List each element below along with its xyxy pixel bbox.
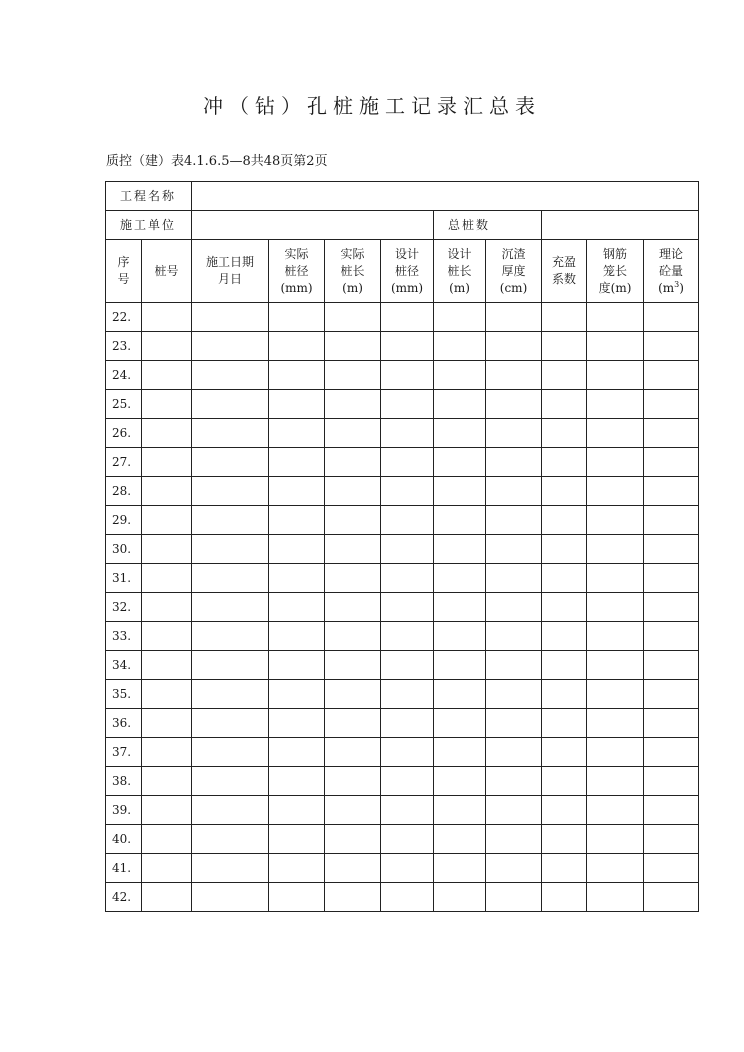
table-cell[interactable] (434, 448, 486, 477)
row-seq-number: 26. (106, 419, 142, 448)
col-header-sediment-thickness: 沉渣 厚度 (cm) (486, 240, 542, 303)
table-cell[interactable] (325, 767, 381, 796)
table-cell[interactable] (542, 448, 587, 477)
row-seq-number: 33. (106, 622, 142, 651)
table-cell[interactable] (587, 709, 644, 738)
table-cell[interactable] (325, 506, 381, 535)
table-cell[interactable] (542, 767, 587, 796)
row-seq-number: 24. (106, 361, 142, 390)
table-cell[interactable] (486, 738, 542, 767)
table-cell[interactable] (269, 564, 325, 593)
table-cell[interactable] (269, 883, 325, 912)
table-cell[interactable] (325, 593, 381, 622)
form-code: 质控（建）表4.1.6.5—8共48页第2页 (106, 154, 328, 169)
table-cell[interactable] (142, 390, 192, 419)
table-cell[interactable] (587, 448, 644, 477)
row-seq-number: 29. (106, 506, 142, 535)
table-cell[interactable] (381, 419, 434, 448)
col-header-actual-diameter: 实际 桩径 (mm) (269, 240, 325, 303)
row-seq-number: 22. (106, 303, 142, 332)
table-cell[interactable] (142, 477, 192, 506)
col-header-date: 施工日期 月日 (192, 240, 269, 303)
table-cell[interactable] (381, 854, 434, 883)
table-cell[interactable] (192, 390, 269, 419)
table-cell[interactable] (434, 680, 486, 709)
table-cell[interactable] (325, 419, 381, 448)
table-row (106, 506, 699, 535)
table-cell[interactable] (587, 361, 644, 390)
table-cell[interactable] (542, 622, 587, 651)
table-row (106, 419, 699, 448)
table-cell[interactable] (542, 738, 587, 767)
table-cell[interactable] (142, 361, 192, 390)
column-header-row (106, 240, 699, 303)
table-cell[interactable] (192, 825, 269, 854)
table-cell[interactable] (486, 651, 542, 680)
table-cell[interactable] (192, 883, 269, 912)
total-piles-label: 总桩数 (434, 211, 542, 240)
table-row (106, 883, 699, 912)
table-cell[interactable] (644, 361, 699, 390)
table-cell[interactable] (644, 622, 699, 651)
table-cell[interactable] (325, 332, 381, 361)
table-cell[interactable] (381, 651, 434, 680)
table-cell[interactable] (325, 883, 381, 912)
table-row (106, 651, 699, 680)
table-cell[interactable] (644, 332, 699, 361)
table-cell[interactable] (269, 709, 325, 738)
table-cell[interactable] (381, 825, 434, 854)
table-cell[interactable] (542, 564, 587, 593)
table-cell[interactable] (434, 564, 486, 593)
table-cell[interactable] (644, 448, 699, 477)
table-cell[interactable] (192, 361, 269, 390)
table-cell[interactable] (542, 651, 587, 680)
table-cell[interactable] (192, 854, 269, 883)
table-cell[interactable] (192, 651, 269, 680)
table-cell[interactable] (142, 419, 192, 448)
table-cell[interactable] (381, 709, 434, 738)
table-cell[interactable] (381, 535, 434, 564)
table-cell[interactable] (486, 506, 542, 535)
table-cell[interactable] (192, 535, 269, 564)
table-cell[interactable] (542, 535, 587, 564)
table-cell[interactable] (325, 303, 381, 332)
col-header-concrete-volume: 理论 砼量 $(m^3)$ (644, 240, 699, 303)
table-row (106, 622, 699, 651)
table-cell[interactable] (325, 796, 381, 825)
table-cell[interactable] (486, 390, 542, 419)
row-seq-number: 42. (106, 883, 142, 912)
table-cell[interactable] (269, 419, 325, 448)
table-cell[interactable] (542, 506, 587, 535)
table-cell[interactable] (269, 680, 325, 709)
table-cell[interactable] (434, 738, 486, 767)
table-cell[interactable] (644, 593, 699, 622)
table-cell[interactable] (192, 506, 269, 535)
table-cell[interactable] (644, 709, 699, 738)
table-cell[interactable] (542, 593, 587, 622)
table-cell[interactable] (142, 564, 192, 593)
table-cell[interactable] (486, 825, 542, 854)
table-cell[interactable] (434, 303, 486, 332)
table-cell[interactable] (269, 535, 325, 564)
table-cell[interactable] (381, 622, 434, 651)
table-cell[interactable] (644, 651, 699, 680)
row-seq-number: 41. (106, 854, 142, 883)
table-cell[interactable] (269, 390, 325, 419)
table-row (106, 535, 699, 564)
table-cell[interactable] (434, 390, 486, 419)
row-seq-number: 35. (106, 680, 142, 709)
table-cell[interactable] (542, 854, 587, 883)
table-row (106, 709, 699, 738)
table-cell[interactable] (381, 738, 434, 767)
row-seq-number: 39. (106, 796, 142, 825)
table-cell[interactable] (434, 361, 486, 390)
table-cell[interactable] (587, 506, 644, 535)
table-cell[interactable] (325, 651, 381, 680)
table-cell[interactable] (192, 593, 269, 622)
project-name-field[interactable] (192, 182, 699, 211)
table-cell[interactable] (486, 477, 542, 506)
table-cell[interactable] (587, 854, 644, 883)
page-title: 冲（钻）孔桩施工记录汇总表 (203, 94, 541, 118)
construction-unit-row (106, 211, 699, 240)
table-row (106, 332, 699, 361)
table-cell[interactable] (486, 883, 542, 912)
table-cell[interactable] (142, 883, 192, 912)
table-cell[interactable] (434, 332, 486, 361)
table-cell[interactable] (325, 854, 381, 883)
table-cell[interactable] (587, 477, 644, 506)
table-cell[interactable] (542, 883, 587, 912)
row-seq-number: 31. (106, 564, 142, 593)
table-row (106, 796, 699, 825)
table-cell[interactable] (434, 506, 486, 535)
table-cell[interactable] (486, 564, 542, 593)
table-cell[interactable] (542, 709, 587, 738)
table-cell[interactable] (434, 767, 486, 796)
table-cell[interactable] (587, 651, 644, 680)
table-cell[interactable] (434, 854, 486, 883)
table-cell[interactable] (381, 593, 434, 622)
table-cell[interactable] (434, 622, 486, 651)
table-cell[interactable] (587, 767, 644, 796)
table-cell[interactable] (644, 506, 699, 535)
row-seq-number: 25. (106, 390, 142, 419)
table-cell[interactable] (486, 332, 542, 361)
table-cell[interactable] (325, 709, 381, 738)
table-cell[interactable] (587, 564, 644, 593)
table-cell[interactable] (269, 361, 325, 390)
table-cell[interactable] (486, 535, 542, 564)
table-cell[interactable] (587, 390, 644, 419)
table-cell[interactable] (644, 767, 699, 796)
row-seq-number: 23. (106, 332, 142, 361)
row-seq-number: 30. (106, 535, 142, 564)
table-cell[interactable] (434, 535, 486, 564)
table-cell[interactable] (587, 680, 644, 709)
table-cell[interactable] (192, 622, 269, 651)
table-cell[interactable] (644, 390, 699, 419)
row-seq-number: 40. (106, 825, 142, 854)
table-cell[interactable] (542, 796, 587, 825)
table-row (106, 767, 699, 796)
table-row (106, 854, 699, 883)
table-cell[interactable] (542, 361, 587, 390)
table-cell[interactable] (381, 767, 434, 796)
pile-record-table (105, 181, 699, 912)
table-cell[interactable] (434, 796, 486, 825)
table-cell[interactable] (142, 767, 192, 796)
table-cell[interactable] (192, 564, 269, 593)
col-header-design-diameter: 设计 桩径 (mm) (381, 240, 434, 303)
table-row (106, 680, 699, 709)
table-cell[interactable] (192, 796, 269, 825)
table-cell[interactable] (587, 796, 644, 825)
table-cell[interactable] (269, 622, 325, 651)
table-cell[interactable] (142, 303, 192, 332)
table-cell[interactable] (325, 535, 381, 564)
row-seq-number: 36. (106, 709, 142, 738)
table-row (106, 448, 699, 477)
row-seq-number: 38. (106, 767, 142, 796)
table-cell[interactable] (381, 303, 434, 332)
table-cell[interactable] (542, 680, 587, 709)
project-name-label: 工程名称 (106, 182, 192, 211)
table-cell[interactable] (644, 564, 699, 593)
table-cell[interactable] (486, 622, 542, 651)
table-cell[interactable] (142, 651, 192, 680)
table-cell[interactable] (381, 390, 434, 419)
table-cell[interactable] (587, 825, 644, 854)
table-cell[interactable] (142, 448, 192, 477)
table-cell[interactable] (325, 448, 381, 477)
table-cell[interactable] (381, 332, 434, 361)
table-cell[interactable] (142, 680, 192, 709)
row-seq-number: 34. (106, 651, 142, 680)
table-cell[interactable] (434, 477, 486, 506)
table-cell[interactable] (644, 303, 699, 332)
table-cell[interactable] (192, 738, 269, 767)
table-cell[interactable] (486, 593, 542, 622)
table-cell[interactable] (325, 825, 381, 854)
table-cell[interactable] (644, 825, 699, 854)
construction-unit-field[interactable] (192, 211, 434, 240)
table-cell[interactable] (542, 825, 587, 854)
table-cell[interactable] (325, 390, 381, 419)
table-cell[interactable] (269, 854, 325, 883)
table-cell[interactable] (269, 303, 325, 332)
table-cell[interactable] (269, 796, 325, 825)
table-cell[interactable] (142, 593, 192, 622)
table-cell[interactable] (644, 796, 699, 825)
table-row (106, 738, 699, 767)
col-header-seq: 序 号 (106, 240, 142, 303)
table-cell[interactable] (192, 477, 269, 506)
table-cell[interactable] (325, 738, 381, 767)
table-cell[interactable] (269, 825, 325, 854)
table-row (106, 593, 699, 622)
table-cell[interactable] (325, 361, 381, 390)
table-cell[interactable] (269, 651, 325, 680)
row-seq-number: 37. (106, 738, 142, 767)
col-header-design-length: 设计 桩长 (m) (434, 240, 486, 303)
table-cell[interactable] (381, 796, 434, 825)
table-cell[interactable] (434, 825, 486, 854)
table-cell[interactable] (542, 332, 587, 361)
table-cell[interactable] (587, 332, 644, 361)
table-cell[interactable] (486, 709, 542, 738)
table-cell[interactable] (542, 477, 587, 506)
table-cell[interactable] (542, 419, 587, 448)
table-cell[interactable] (644, 738, 699, 767)
table-cell[interactable] (192, 680, 269, 709)
table-cell[interactable] (192, 767, 269, 796)
table-cell[interactable] (486, 448, 542, 477)
table-cell[interactable] (381, 477, 434, 506)
table-cell[interactable] (587, 883, 644, 912)
table-row (106, 390, 699, 419)
table-row (106, 564, 699, 593)
table-cell[interactable] (434, 709, 486, 738)
table-cell[interactable] (486, 854, 542, 883)
table-cell[interactable] (486, 361, 542, 390)
row-seq-number: 28. (106, 477, 142, 506)
table-cell[interactable] (486, 767, 542, 796)
table-cell[interactable] (542, 303, 587, 332)
table-cell[interactable] (644, 535, 699, 564)
table-cell[interactable] (142, 709, 192, 738)
table-cell[interactable] (269, 506, 325, 535)
table-cell[interactable] (644, 854, 699, 883)
col-header-pile-no: 桩号 (142, 240, 192, 303)
table-row (106, 361, 699, 390)
table-row (106, 477, 699, 506)
table-cell[interactable] (587, 593, 644, 622)
table-cell[interactable] (325, 622, 381, 651)
col-header-filling-coefficient: 充盈 系数 (542, 240, 587, 303)
table-cell[interactable] (587, 622, 644, 651)
table-cell[interactable] (269, 448, 325, 477)
table-cell[interactable] (381, 680, 434, 709)
table-cell[interactable] (434, 419, 486, 448)
table-cell[interactable] (192, 303, 269, 332)
col-header-actual-length: 实际 桩长 (m) (325, 240, 381, 303)
construction-unit-label: 施工单位 (106, 211, 192, 240)
table-cell[interactable] (434, 593, 486, 622)
table-cell[interactable] (542, 390, 587, 419)
table-cell[interactable] (486, 680, 542, 709)
table-cell[interactable] (192, 709, 269, 738)
table-cell[interactable] (269, 593, 325, 622)
table-cell[interactable] (192, 419, 269, 448)
table-cell[interactable] (142, 506, 192, 535)
row-seq-number: 32. (106, 593, 142, 622)
table-cell[interactable] (269, 738, 325, 767)
table-cell[interactable] (434, 651, 486, 680)
table-cell[interactable] (142, 535, 192, 564)
table-cell[interactable] (192, 332, 269, 361)
table-cell[interactable] (486, 303, 542, 332)
table-cell[interactable] (142, 738, 192, 767)
total-piles-field[interactable] (542, 211, 699, 240)
table-cell[interactable] (325, 477, 381, 506)
table-cell[interactable] (486, 796, 542, 825)
table-cell[interactable] (381, 448, 434, 477)
table-cell[interactable] (269, 332, 325, 361)
table-cell[interactable] (434, 883, 486, 912)
table-cell[interactable] (587, 738, 644, 767)
table-cell[interactable] (269, 767, 325, 796)
table-cell[interactable] (644, 419, 699, 448)
col-header-cage-length: 钢筋 笼长 度(m) (587, 240, 644, 303)
project-name-row (106, 182, 699, 211)
table-cell[interactable] (142, 825, 192, 854)
table-cell[interactable] (325, 564, 381, 593)
table-cell[interactable] (269, 477, 325, 506)
table-cell[interactable] (381, 883, 434, 912)
table-cell[interactable] (486, 419, 542, 448)
table-cell[interactable] (381, 564, 434, 593)
table-cell[interactable] (142, 622, 192, 651)
table-cell[interactable] (644, 883, 699, 912)
table-cell[interactable] (142, 796, 192, 825)
table-cell[interactable] (644, 477, 699, 506)
table-cell[interactable] (587, 535, 644, 564)
table-cell[interactable] (381, 506, 434, 535)
table-cell[interactable] (192, 448, 269, 477)
row-seq-number: 27. (106, 448, 142, 477)
table-cell[interactable] (644, 680, 699, 709)
table-cell[interactable] (142, 332, 192, 361)
table-row (106, 303, 699, 332)
table-cell[interactable] (587, 303, 644, 332)
table-cell[interactable] (325, 680, 381, 709)
table-row (106, 825, 699, 854)
table-cell[interactable] (381, 361, 434, 390)
table-cell[interactable] (142, 854, 192, 883)
table-cell[interactable] (587, 419, 644, 448)
